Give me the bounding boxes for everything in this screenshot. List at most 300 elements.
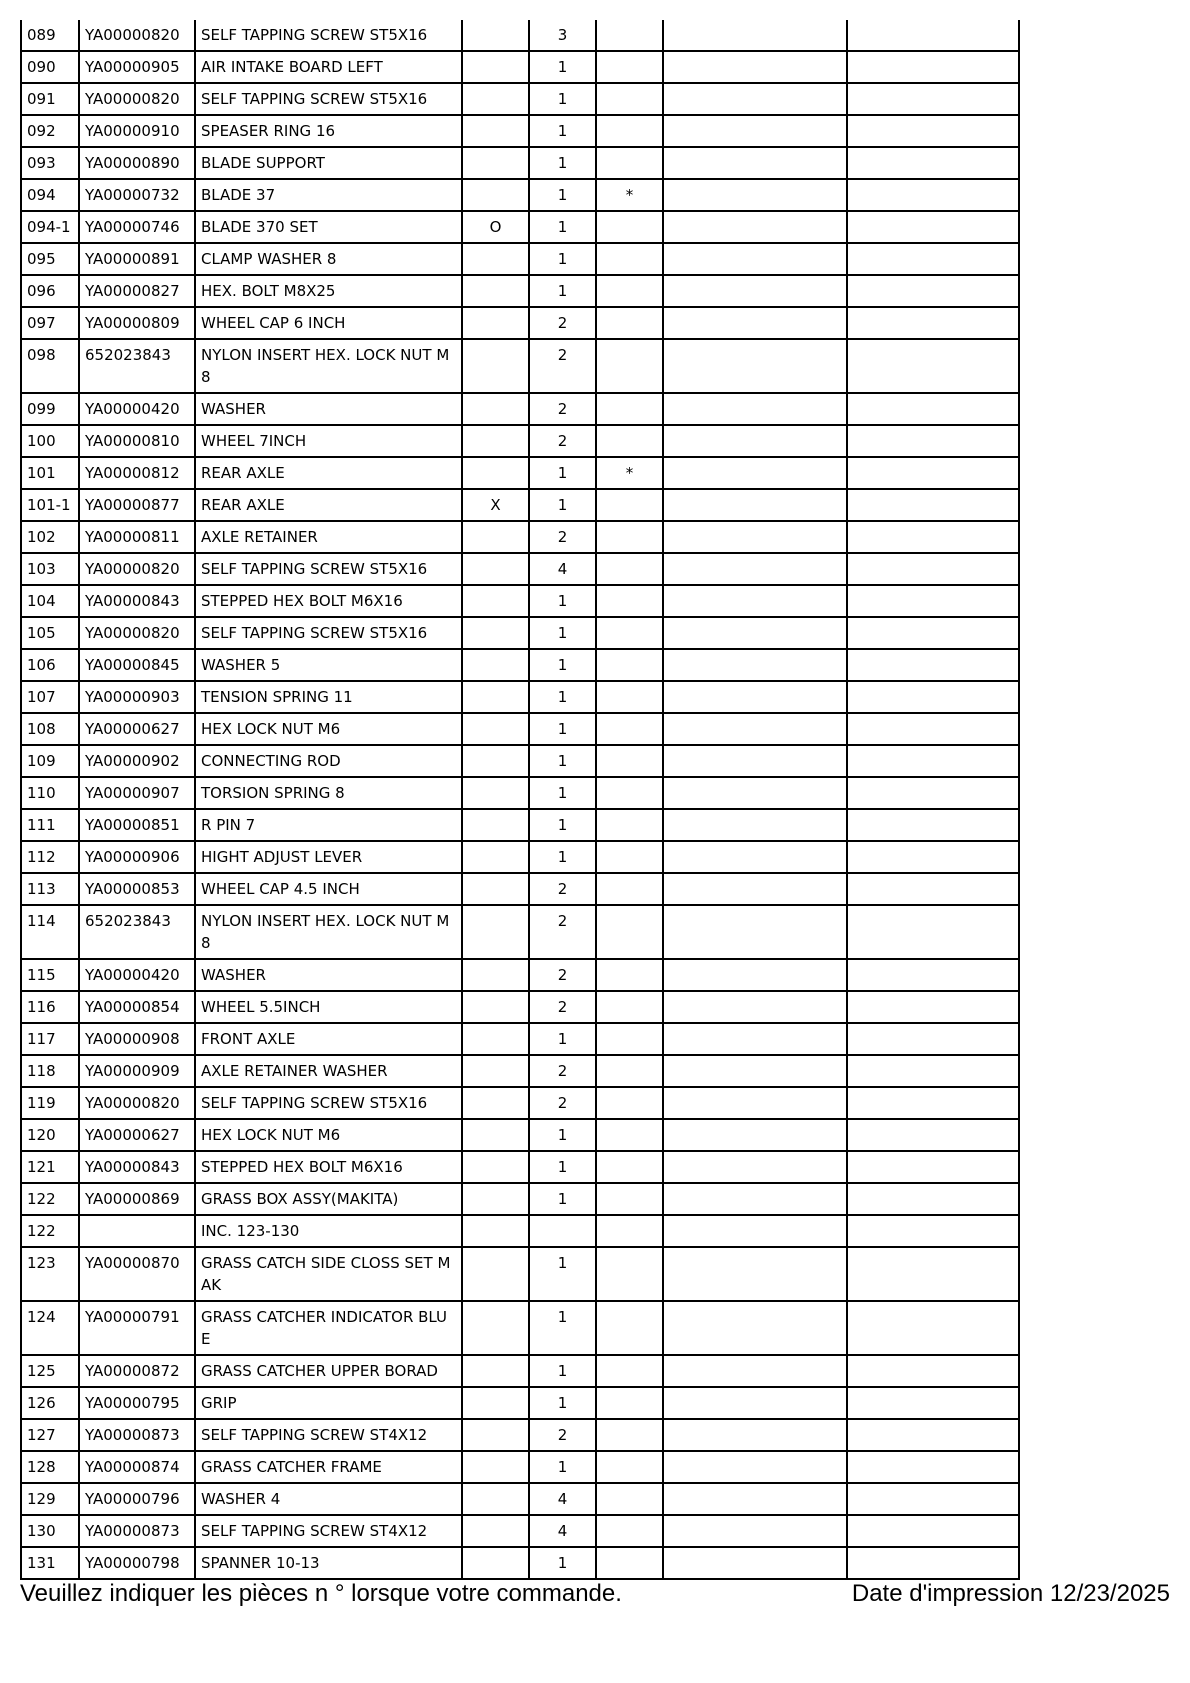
marker-cell — [462, 1419, 529, 1451]
part-number-cell: 101 — [21, 457, 79, 489]
part-code-cell: YA00000732 — [79, 179, 195, 211]
table-row — [21, 1483, 1019, 1515]
part-number-cell: 092 — [21, 115, 79, 147]
description-cell: GRIP — [195, 1387, 462, 1419]
marker-cell — [462, 959, 529, 991]
part-code-cell: YA00000420 — [79, 959, 195, 991]
quantity-cell: 2 — [529, 393, 596, 425]
quantity-cell: 1 — [529, 147, 596, 179]
part-number-cell: 129 — [21, 1483, 79, 1515]
empty-cell — [847, 991, 1019, 1023]
part-number-cell: 110 — [21, 777, 79, 809]
description-cell: SPANNER 10-13 — [195, 1547, 462, 1579]
part-code-cell: YA00000910 — [79, 115, 195, 147]
note-cell: * — [596, 457, 663, 489]
note-cell — [596, 425, 663, 457]
part-number-cell: 097 — [21, 307, 79, 339]
quantity-cell: 1 — [529, 809, 596, 841]
description-cell: WASHER 5 — [195, 649, 462, 681]
part-code-cell — [79, 1215, 195, 1247]
part-number-cell: 121 — [21, 1151, 79, 1183]
empty-cell — [663, 1119, 847, 1151]
table-row — [21, 51, 1019, 83]
description-cell: AIR INTAKE BOARD LEFT — [195, 51, 462, 83]
quantity-cell: 1 — [529, 1547, 596, 1579]
part-number-cell: 104 — [21, 585, 79, 617]
marker-cell: X — [462, 489, 529, 521]
note-cell — [596, 649, 663, 681]
part-number-cell: 103 — [21, 553, 79, 585]
marker-cell — [462, 83, 529, 115]
note-cell — [596, 1215, 663, 1247]
part-number-cell: 108 — [21, 713, 79, 745]
empty-cell — [847, 905, 1019, 959]
description-cell: HEX LOCK NUT M6 — [195, 1119, 462, 1151]
note-cell — [596, 1515, 663, 1547]
table-row — [21, 1215, 1019, 1247]
empty-cell — [847, 1151, 1019, 1183]
marker-cell — [462, 649, 529, 681]
empty-cell — [663, 713, 847, 745]
part-code-cell: YA00000798 — [79, 1547, 195, 1579]
empty-cell — [663, 681, 847, 713]
quantity-cell: 1 — [529, 179, 596, 211]
empty-cell — [663, 1215, 847, 1247]
parts-list-sheet — [20, 20, 1020, 1580]
description-cell: SELF TAPPING SCREW ST4X12 — [195, 1515, 462, 1547]
empty-cell — [663, 179, 847, 211]
quantity-cell: 4 — [529, 553, 596, 585]
table-row — [21, 20, 1019, 51]
part-code-cell: YA00000791 — [79, 1301, 195, 1355]
description-cell: GRASS BOX ASSY(MAKITA) — [195, 1183, 462, 1215]
description-cell: INC. 123-130 — [195, 1215, 462, 1247]
empty-cell — [663, 211, 847, 243]
note-cell — [596, 841, 663, 873]
note-cell — [596, 777, 663, 809]
quantity-cell: 1 — [529, 1451, 596, 1483]
part-code-cell: YA00000906 — [79, 841, 195, 873]
part-code-cell: YA00000820 — [79, 1087, 195, 1119]
empty-cell — [663, 1451, 847, 1483]
part-code-cell: YA00000907 — [79, 777, 195, 809]
table-row — [21, 115, 1019, 147]
quantity-cell: 4 — [529, 1515, 596, 1547]
table-row — [21, 745, 1019, 777]
description-cell: SELF TAPPING SCREW ST5X16 — [195, 617, 462, 649]
description-cell: GRASS CATCHER FRAME — [195, 1451, 462, 1483]
note-cell — [596, 1087, 663, 1119]
empty-cell — [847, 713, 1019, 745]
description-cell: WASHER — [195, 393, 462, 425]
marker-cell — [462, 1451, 529, 1483]
note-cell — [596, 51, 663, 83]
note-cell — [596, 489, 663, 521]
part-code-cell: YA00000891 — [79, 243, 195, 275]
empty-cell — [847, 1451, 1019, 1483]
description-cell: HIGHT ADJUST LEVER — [195, 841, 462, 873]
table-row — [21, 1547, 1019, 1579]
part-number-cell: 122 — [21, 1215, 79, 1247]
part-code-cell: YA00000851 — [79, 809, 195, 841]
part-code-cell: YA00000869 — [79, 1183, 195, 1215]
marker-cell — [462, 20, 529, 51]
table-row — [21, 873, 1019, 905]
marker-cell — [462, 1355, 529, 1387]
table-row — [21, 1355, 1019, 1387]
empty-cell — [663, 617, 847, 649]
empty-cell — [847, 1087, 1019, 1119]
table-row — [21, 649, 1019, 681]
empty-cell — [847, 211, 1019, 243]
part-number-cell: 089 — [21, 20, 79, 51]
quantity-cell: 2 — [529, 873, 596, 905]
table-row — [21, 777, 1019, 809]
empty-cell — [847, 649, 1019, 681]
marker-cell — [462, 1247, 529, 1301]
description-cell: NYLON INSERT HEX. LOCK NUT M8 — [195, 339, 462, 393]
description-cell: TENSION SPRING 11 — [195, 681, 462, 713]
empty-cell — [847, 617, 1019, 649]
table-row — [21, 243, 1019, 275]
order-note: Veuillez indiquer les pièces n ° lorsque votre commande. — [20, 1580, 622, 1607]
marker-cell — [462, 1023, 529, 1055]
marker-cell — [462, 115, 529, 147]
empty-cell — [847, 809, 1019, 841]
marker-cell — [462, 425, 529, 457]
parts-table — [20, 20, 1020, 1580]
table-row — [21, 457, 1019, 489]
empty-cell — [847, 1183, 1019, 1215]
empty-cell — [663, 1055, 847, 1087]
part-number-cell: 111 — [21, 809, 79, 841]
description-cell: STEPPED HEX BOLT M6X16 — [195, 1151, 462, 1183]
note-cell: * — [596, 179, 663, 211]
quantity-cell: 1 — [529, 83, 596, 115]
part-number-cell: 101-1 — [21, 489, 79, 521]
part-number-cell: 131 — [21, 1547, 79, 1579]
part-code-cell: YA00000908 — [79, 1023, 195, 1055]
description-cell: WHEEL CAP 6 INCH — [195, 307, 462, 339]
note-cell — [596, 681, 663, 713]
empty-cell — [663, 809, 847, 841]
part-number-cell: 094-1 — [21, 211, 79, 243]
empty-cell — [847, 745, 1019, 777]
empty-cell — [663, 1087, 847, 1119]
note-cell — [596, 1547, 663, 1579]
empty-cell — [663, 649, 847, 681]
marker-cell — [462, 841, 529, 873]
description-cell: SPEASER RING 16 — [195, 115, 462, 147]
part-code-cell: YA00000810 — [79, 425, 195, 457]
empty-cell — [847, 1483, 1019, 1515]
empty-cell — [663, 553, 847, 585]
table-row — [21, 425, 1019, 457]
quantity-cell: 1 — [529, 1387, 596, 1419]
description-cell: WASHER — [195, 959, 462, 991]
part-code-cell: YA00000812 — [79, 457, 195, 489]
empty-cell — [663, 1183, 847, 1215]
empty-cell — [663, 745, 847, 777]
note-cell — [596, 393, 663, 425]
quantity-cell: 2 — [529, 339, 596, 393]
description-cell: NYLON INSERT HEX. LOCK NUT M8 — [195, 905, 462, 959]
quantity-cell: 4 — [529, 1483, 596, 1515]
part-code-cell: YA00000809 — [79, 307, 195, 339]
marker-cell — [462, 873, 529, 905]
note-cell — [596, 115, 663, 147]
marker-cell — [462, 457, 529, 489]
empty-cell — [847, 1419, 1019, 1451]
quantity-cell: 2 — [529, 1055, 596, 1087]
table-row — [21, 905, 1019, 959]
empty-cell — [847, 873, 1019, 905]
note-cell — [596, 1055, 663, 1087]
marker-cell — [462, 1301, 529, 1355]
quantity-cell: 1 — [529, 1023, 596, 1055]
part-code-cell: YA00000627 — [79, 1119, 195, 1151]
note-cell — [596, 905, 663, 959]
quantity-cell: 2 — [529, 1419, 596, 1451]
quantity-cell: 2 — [529, 1087, 596, 1119]
table-row — [21, 1515, 1019, 1547]
part-number-cell: 115 — [21, 959, 79, 991]
note-cell — [596, 307, 663, 339]
table-row — [21, 307, 1019, 339]
table-row — [21, 83, 1019, 115]
part-number-cell: 098 — [21, 339, 79, 393]
print-date: Date d'impression 12/23/2025 — [851, 1580, 1170, 1607]
empty-cell — [663, 1301, 847, 1355]
table-row — [21, 959, 1019, 991]
marker-cell — [462, 147, 529, 179]
empty-cell — [663, 1247, 847, 1301]
table-row — [21, 1055, 1019, 1087]
table-row — [21, 1451, 1019, 1483]
part-number-cell: 096 — [21, 275, 79, 307]
empty-cell — [663, 243, 847, 275]
marker-cell — [462, 275, 529, 307]
empty-cell — [663, 147, 847, 179]
table-row — [21, 339, 1019, 393]
table-row — [21, 147, 1019, 179]
empty-cell — [663, 393, 847, 425]
note-cell — [596, 1451, 663, 1483]
quantity-cell: 2 — [529, 307, 596, 339]
table-row — [21, 617, 1019, 649]
note-cell — [596, 553, 663, 585]
empty-cell — [847, 179, 1019, 211]
quantity-cell: 1 — [529, 745, 596, 777]
table-row — [21, 489, 1019, 521]
marker-cell — [462, 1515, 529, 1547]
empty-cell — [847, 489, 1019, 521]
marker-cell — [462, 307, 529, 339]
empty-cell — [663, 275, 847, 307]
empty-cell — [663, 1023, 847, 1055]
description-cell: CLAMP WASHER 8 — [195, 243, 462, 275]
part-number-cell: 094 — [21, 179, 79, 211]
table-row — [21, 1023, 1019, 1055]
note-cell — [596, 1023, 663, 1055]
description-cell: SELF TAPPING SCREW ST5X16 — [195, 83, 462, 115]
note-cell — [596, 585, 663, 617]
part-number-cell: 128 — [21, 1451, 79, 1483]
note-cell — [596, 147, 663, 179]
part-code-cell: YA00000909 — [79, 1055, 195, 1087]
description-cell: REAR AXLE — [195, 457, 462, 489]
description-cell: WHEEL 7INCH — [195, 425, 462, 457]
note-cell — [596, 991, 663, 1023]
part-code-cell: 652023843 — [79, 905, 195, 959]
part-code-cell: YA00000827 — [79, 275, 195, 307]
empty-cell — [663, 1515, 847, 1547]
table-row — [21, 1119, 1019, 1151]
table-row — [21, 1183, 1019, 1215]
table-row — [21, 1247, 1019, 1301]
part-number-cell: 113 — [21, 873, 79, 905]
quantity-cell: 1 — [529, 489, 596, 521]
part-number-cell: 116 — [21, 991, 79, 1023]
note-cell — [596, 211, 663, 243]
description-cell: SELF TAPPING SCREW ST5X16 — [195, 1087, 462, 1119]
marker-cell — [462, 617, 529, 649]
empty-cell — [663, 905, 847, 959]
quantity-cell: 1 — [529, 243, 596, 275]
part-code-cell: YA00000903 — [79, 681, 195, 713]
empty-cell — [847, 1023, 1019, 1055]
empty-cell — [847, 553, 1019, 585]
note-cell — [596, 243, 663, 275]
part-code-cell: YA00000420 — [79, 393, 195, 425]
empty-cell — [663, 841, 847, 873]
description-cell: GRASS CATCHER UPPER BORAD — [195, 1355, 462, 1387]
note-cell — [596, 1387, 663, 1419]
empty-cell — [847, 457, 1019, 489]
part-code-cell: YA00000902 — [79, 745, 195, 777]
empty-cell — [847, 51, 1019, 83]
quantity-cell: 1 — [529, 115, 596, 147]
description-cell: TORSION SPRING 8 — [195, 777, 462, 809]
part-number-cell: 127 — [21, 1419, 79, 1451]
empty-cell — [663, 777, 847, 809]
empty-cell — [663, 1151, 847, 1183]
quantity-cell: 1 — [529, 777, 596, 809]
marker-cell — [462, 745, 529, 777]
part-number-cell: 109 — [21, 745, 79, 777]
note-cell — [596, 1151, 663, 1183]
quantity-cell: 3 — [529, 20, 596, 51]
marker-cell — [462, 681, 529, 713]
empty-cell — [847, 1301, 1019, 1355]
marker-cell — [462, 179, 529, 211]
part-code-cell: YA00000746 — [79, 211, 195, 243]
empty-cell — [847, 339, 1019, 393]
part-code-cell: YA00000811 — [79, 521, 195, 553]
marker-cell — [462, 1183, 529, 1215]
marker-cell — [462, 777, 529, 809]
description-cell: REAR AXLE — [195, 489, 462, 521]
table-row — [21, 681, 1019, 713]
part-number-cell: 114 — [21, 905, 79, 959]
table-row — [21, 1301, 1019, 1355]
empty-cell — [663, 489, 847, 521]
description-cell: SELF TAPPING SCREW ST4X12 — [195, 1419, 462, 1451]
table-row — [21, 841, 1019, 873]
description-cell: R PIN 7 — [195, 809, 462, 841]
part-code-cell: YA00000873 — [79, 1419, 195, 1451]
part-code-cell: YA00000820 — [79, 617, 195, 649]
marker-cell — [462, 51, 529, 83]
quantity-cell: 1 — [529, 713, 596, 745]
empty-cell — [847, 841, 1019, 873]
description-cell: BLADE 37 — [195, 179, 462, 211]
empty-cell — [663, 20, 847, 51]
part-number-cell: 122 — [21, 1183, 79, 1215]
part-number-cell: 130 — [21, 1515, 79, 1547]
quantity-cell: 1 — [529, 51, 596, 83]
part-number-cell: 125 — [21, 1355, 79, 1387]
part-number-cell: 099 — [21, 393, 79, 425]
part-code-cell: YA00000870 — [79, 1247, 195, 1301]
note-cell — [596, 339, 663, 393]
quantity-cell: 1 — [529, 457, 596, 489]
part-code-cell: YA00000820 — [79, 553, 195, 585]
marker-cell — [462, 339, 529, 393]
note-cell — [596, 1301, 663, 1355]
note-cell — [596, 1355, 663, 1387]
empty-cell — [847, 1247, 1019, 1301]
quantity-cell — [529, 1215, 596, 1247]
part-code-cell: YA00000843 — [79, 1151, 195, 1183]
note-cell — [596, 959, 663, 991]
empty-cell — [847, 1119, 1019, 1151]
quantity-cell: 1 — [529, 1151, 596, 1183]
note-cell — [596, 809, 663, 841]
empty-cell — [663, 457, 847, 489]
marker-cell — [462, 713, 529, 745]
description-cell: HEX LOCK NUT M6 — [195, 713, 462, 745]
page-footer — [20, 1580, 1170, 1614]
empty-cell — [847, 1055, 1019, 1087]
parts-table-body — [21, 20, 1019, 1579]
quantity-cell: 1 — [529, 1355, 596, 1387]
marker-cell — [462, 991, 529, 1023]
empty-cell — [847, 959, 1019, 991]
part-number-cell: 117 — [21, 1023, 79, 1055]
empty-cell — [847, 425, 1019, 457]
table-row — [21, 713, 1019, 745]
empty-cell — [847, 777, 1019, 809]
marker-cell — [462, 553, 529, 585]
empty-cell — [847, 585, 1019, 617]
part-code-cell: YA00000627 — [79, 713, 195, 745]
empty-cell — [663, 425, 847, 457]
quantity-cell: 2 — [529, 959, 596, 991]
table-row — [21, 521, 1019, 553]
part-code-cell: YA00000843 — [79, 585, 195, 617]
marker-cell — [462, 1087, 529, 1119]
note-cell — [596, 275, 663, 307]
quantity-cell: 1 — [529, 275, 596, 307]
description-cell: WHEEL CAP 4.5 INCH — [195, 873, 462, 905]
part-number-cell: 102 — [21, 521, 79, 553]
quantity-cell: 1 — [529, 1301, 596, 1355]
part-number-cell: 126 — [21, 1387, 79, 1419]
table-row — [21, 275, 1019, 307]
empty-cell — [847, 1515, 1019, 1547]
part-number-cell: 123 — [21, 1247, 79, 1301]
